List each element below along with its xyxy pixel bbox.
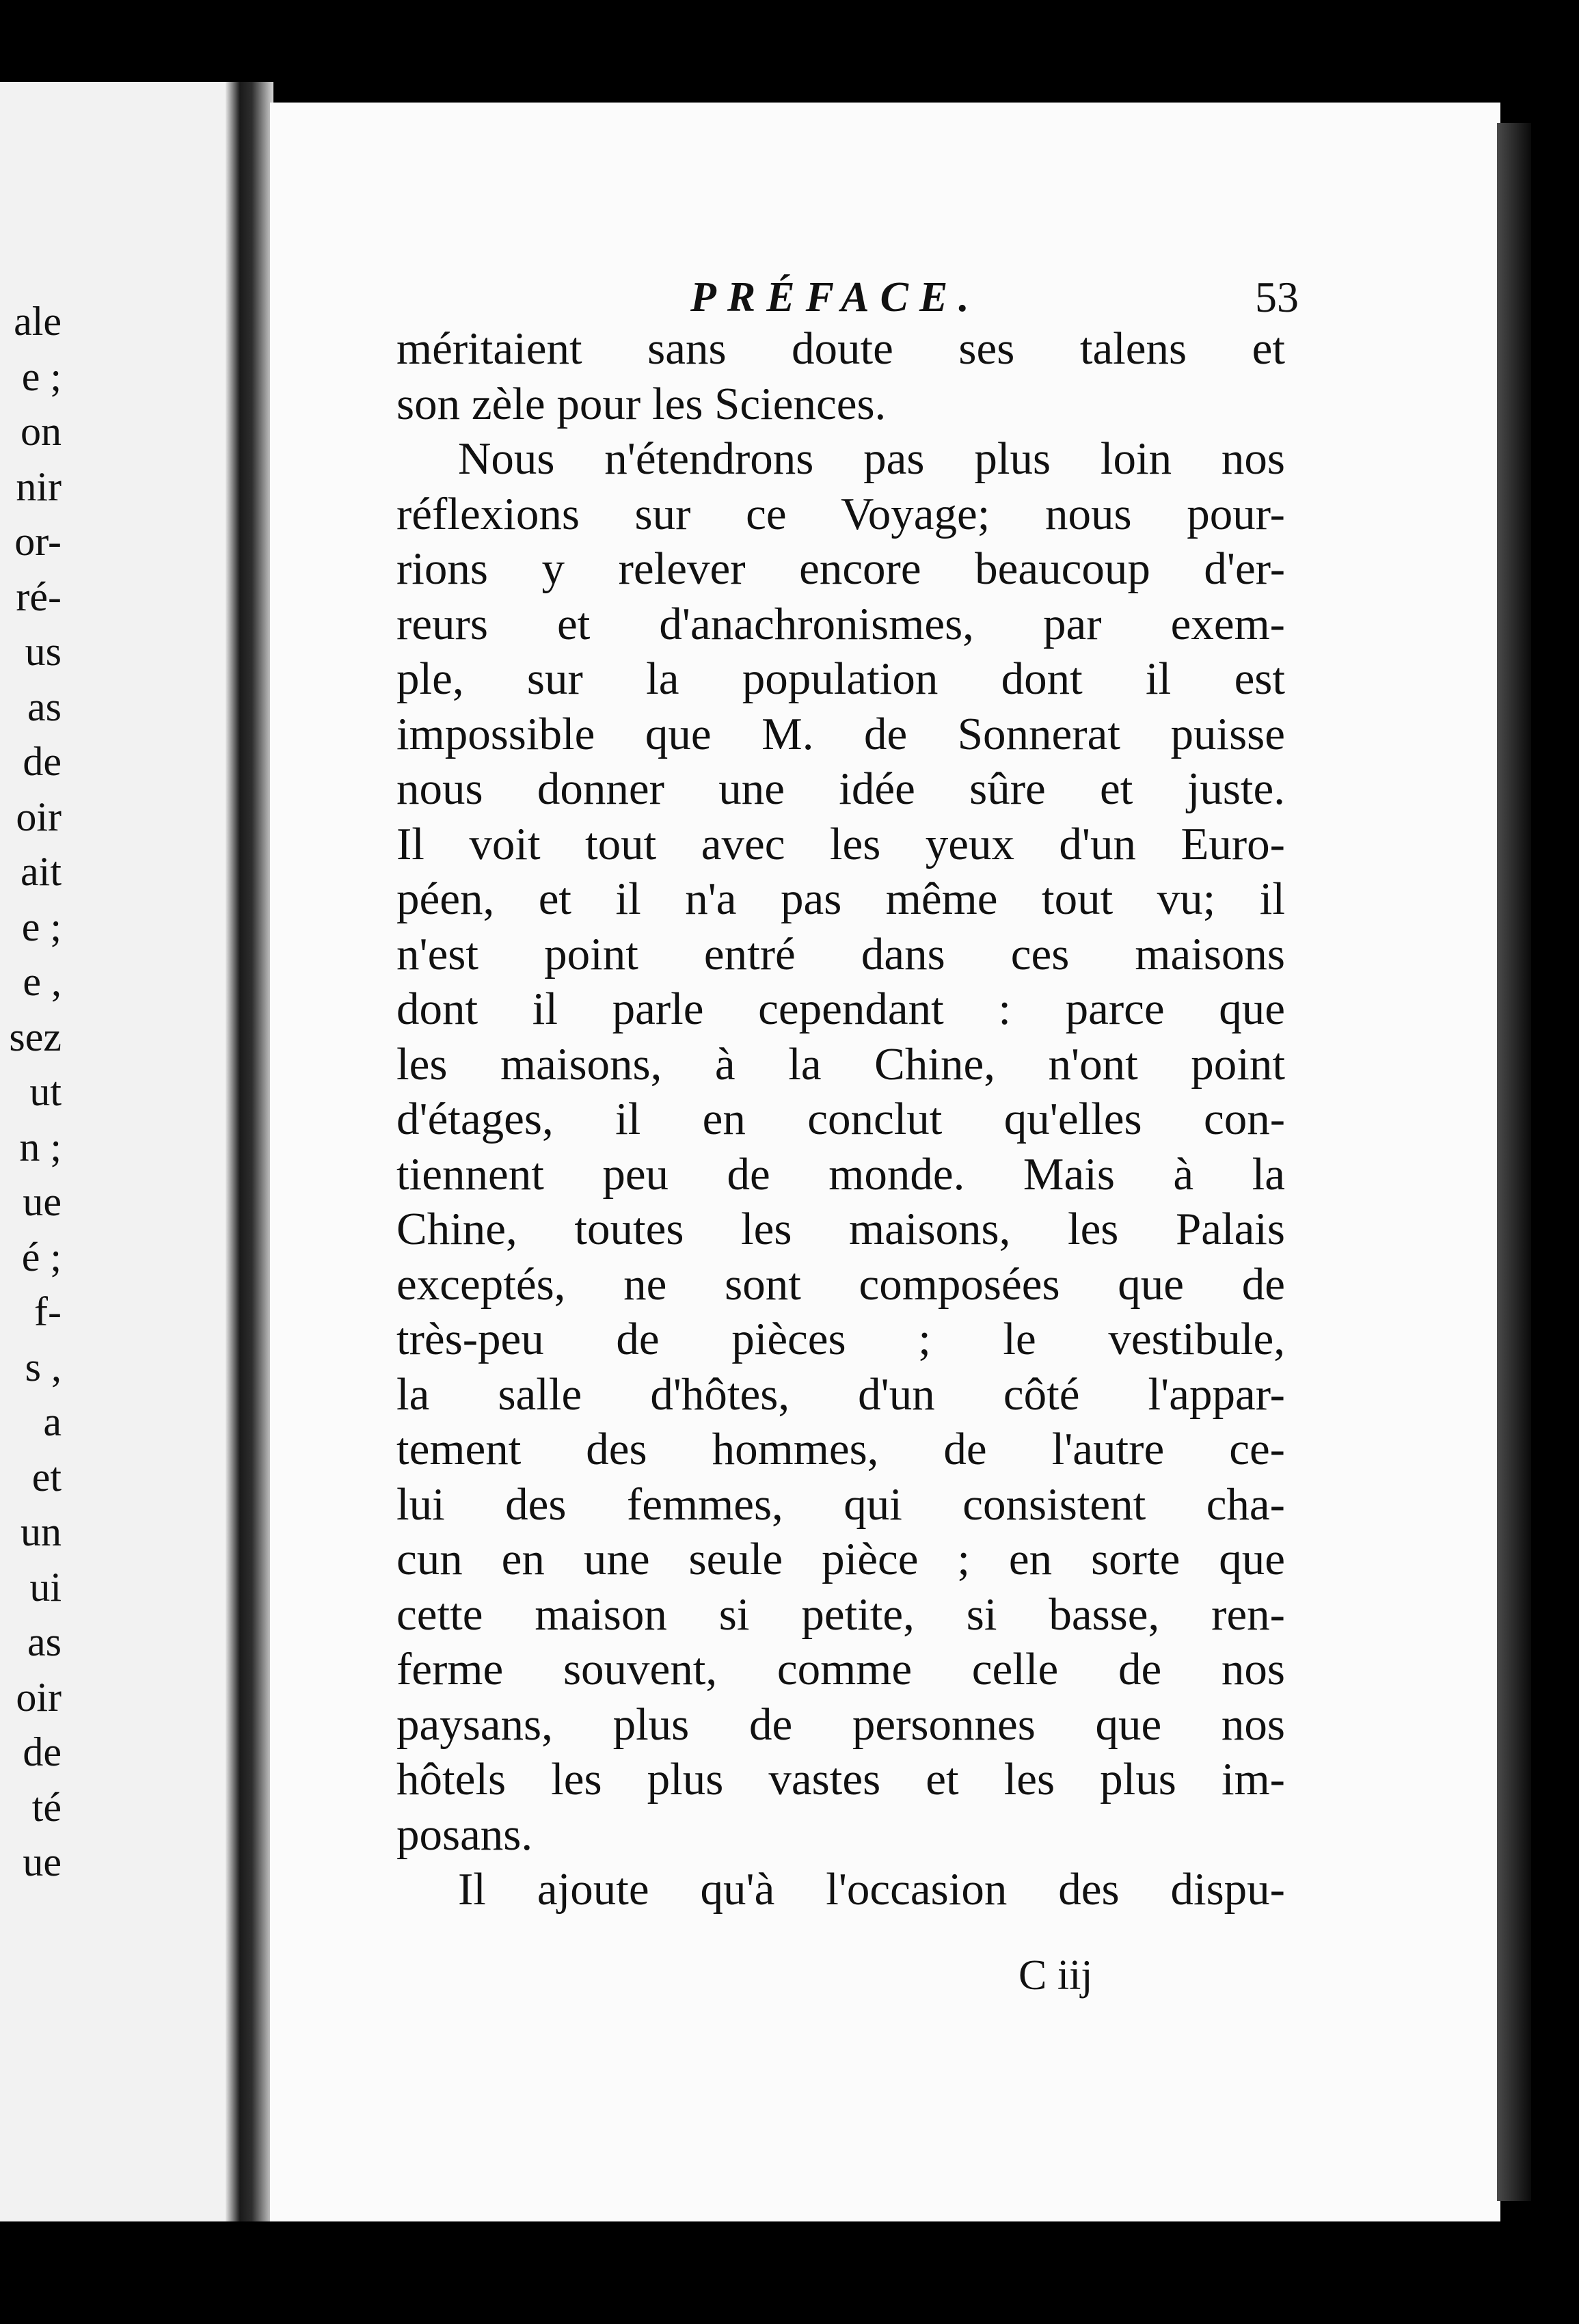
text-line: cette maison si petite, si basse, ren-: [396, 1589, 1285, 1640]
text-line: n'est point entré dans ces maisons: [396, 928, 1285, 979]
text-fragment: oir: [16, 794, 62, 839]
text-line: nous donner une idée sûre et juste.: [396, 764, 1285, 814]
text-fragment: as: [27, 684, 62, 729]
text-line: méritaient sans doute ses talens et: [396, 323, 1285, 374]
text-fragment: a: [43, 1399, 62, 1444]
book-gutter: [226, 82, 273, 2221]
text-line: rions y relever encore beaucoup d'er-: [396, 543, 1285, 594]
text-line: la salle d'hôtes, d'un côté l'appar-: [396, 1368, 1285, 1420]
text-fragment: et: [31, 1454, 62, 1500]
text-fragment: ré-: [16, 573, 62, 619]
page-number: 53: [1255, 273, 1299, 321]
text-line: cun en une seule pièce ; en sorte que: [396, 1534, 1285, 1584]
text-fragment: as: [27, 1619, 62, 1664]
text-fragment: e ;: [21, 353, 62, 399]
page-body-text: [396, 321, 1285, 1917]
text-line: hôtels les plus vastes et les plus im-: [396, 1754, 1285, 1805]
text-fragment: n ;: [19, 1124, 62, 1170]
text-fragment: ait: [21, 849, 62, 894]
text-line: exceptés, ne sont composées que de: [396, 1258, 1285, 1310]
text-line: Il voit tout avec les yeux d'un Euro-: [396, 818, 1285, 869]
text-line: ple, sur la population dont il est: [396, 653, 1285, 704]
text-fragment: e ,: [23, 959, 62, 1004]
text-fragment: sez: [9, 1014, 62, 1059]
text-fragment: s ,: [25, 1344, 62, 1390]
text-line: reurs et d'anachronismes, par exem-: [396, 598, 1285, 649]
text-line: les maisons, à la Chine, n'ont point: [396, 1038, 1285, 1090]
text-fragment: on: [21, 409, 62, 454]
text-line: son zèle pour les Sciences.: [396, 378, 887, 429]
running-head: [410, 267, 1299, 328]
text-line: d'étages, il en conclut qu'elles con-: [396, 1094, 1285, 1144]
text-fragment: f-: [34, 1289, 62, 1334]
previous-page: [0, 82, 236, 2221]
text-line: Chine, toutes les maisons, les Palais: [396, 1204, 1285, 1254]
text-fragment: de: [23, 1729, 62, 1774]
text-fragment: ui: [29, 1564, 62, 1610]
text-line: très-peu de pièces ; le vestibule,: [396, 1314, 1285, 1364]
text-line: impossible que M. de Sonnerat puisse: [396, 708, 1285, 759]
text-fragment: té: [31, 1784, 62, 1830]
text-line: Nous n'étendrons pas plus loin nos: [458, 433, 1285, 484]
text-fragment: us: [25, 629, 62, 674]
text-line: tement des hommes, de l'autre ce-: [396, 1424, 1285, 1474]
text-fragment: or-: [14, 519, 62, 564]
text-line: dont il parle cependant : parce que: [396, 984, 1285, 1034]
text-line: péen, et il n'a pas même tout vu; il: [396, 874, 1285, 924]
previous-page-line-ends: [0, 294, 62, 1890]
text-fragment: ue: [23, 1839, 62, 1884]
text-line: paysans, plus de personnes que nos: [396, 1699, 1285, 1750]
text-line: réflexions sur ce Voyage; nous pour-: [396, 488, 1285, 539]
running-head-title: PRÉFACE.: [690, 274, 980, 321]
text-fragment: é ;: [21, 1234, 62, 1280]
text-fragment: ut: [29, 1069, 62, 1114]
text-fragment: ue: [23, 1179, 62, 1224]
text-fragment: e ;: [21, 904, 62, 949]
text-fragment: ale: [14, 299, 62, 344]
page-edge-shadow: [1497, 123, 1531, 2201]
text-line: ferme souvent, comme celle de nos: [396, 1644, 1285, 1694]
text-line: posans.: [396, 1809, 533, 1860]
text-line: lui des femmes, qui consistent cha-: [396, 1478, 1285, 1530]
signature-mark: C iij: [1018, 1952, 1093, 1999]
text-fragment: nir: [16, 463, 62, 509]
text-fragment: oir: [16, 1674, 62, 1720]
text-line: tiennent peu de monde. Mais à la: [396, 1148, 1285, 1200]
text-line: Il ajoute qu'à l'occasion des dispu-: [458, 1864, 1285, 1915]
text-fragment: de: [23, 739, 62, 784]
text-fragment: un: [21, 1509, 62, 1554]
